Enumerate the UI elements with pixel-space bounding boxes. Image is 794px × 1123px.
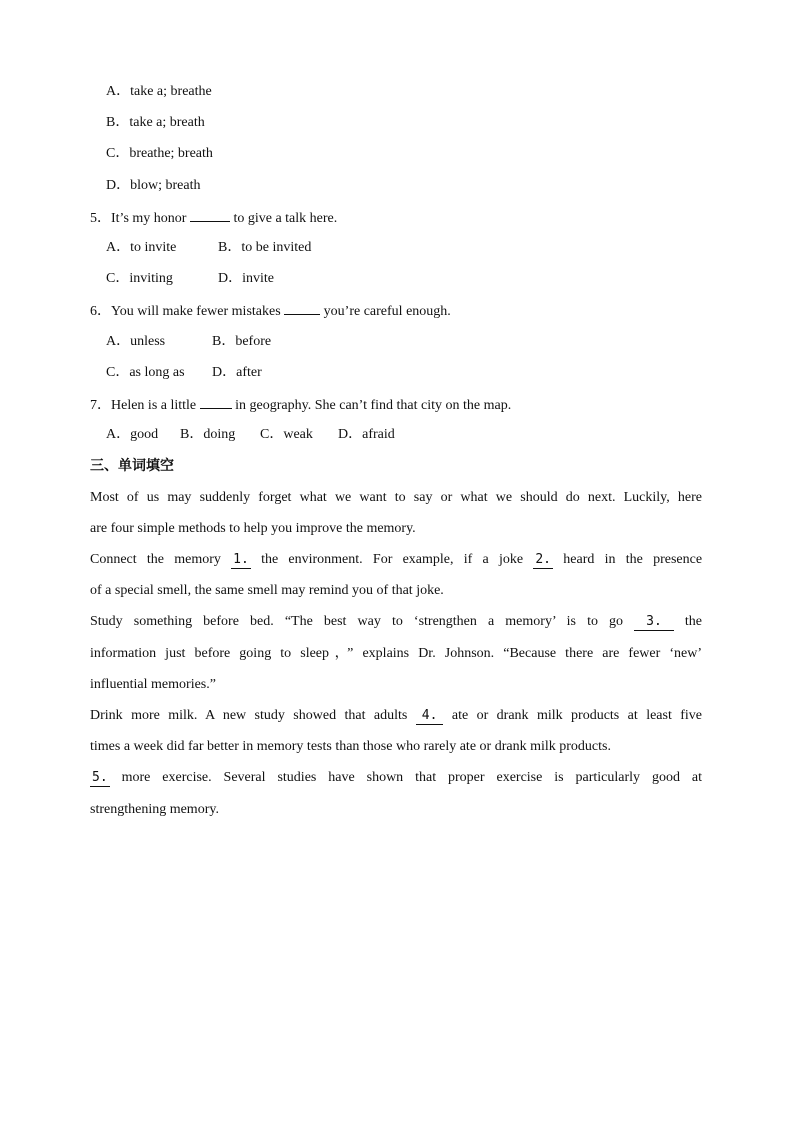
- passage-p4-part-b: ate or drank milk products at least five: [451, 708, 703, 723]
- q6-option-c: C．as long as: [106, 365, 185, 380]
- q6-option-d: D．after: [212, 365, 262, 380]
- q5-option-d: D．invite: [218, 271, 274, 286]
- passage-p5-line2: strengthening memory.: [90, 802, 219, 817]
- q4-option-c: C．breathe; breath: [106, 146, 213, 161]
- passage-p4-part-a: Drink more milk. A new study showed that adults: [90, 708, 408, 723]
- q5-options-row1: [106, 238, 702, 258]
- q7-option-d: D．afraid: [338, 427, 395, 442]
- q6-stem-before: 6．You will make fewer mistakes: [90, 304, 281, 319]
- q7-option-c: C．weak: [260, 427, 313, 442]
- q7-answer-blank: [200, 394, 232, 409]
- passage-p5-line1: [90, 768, 702, 788]
- q7-option-a: A．good: [106, 427, 159, 442]
- q4-option-a: A．take a; breathe: [106, 84, 212, 99]
- q5-options-row2: [106, 269, 702, 289]
- q6-answer-blank: [284, 300, 320, 315]
- q6-options-row2: [106, 363, 702, 383]
- passage-p1-line2: are four simple methods to help you improve the memory.: [90, 521, 416, 536]
- section3-heading: 三、单词填空: [90, 458, 174, 474]
- q5-stem-before: 5．It’s my honor: [90, 211, 187, 226]
- q5-answer-blank: [190, 207, 230, 222]
- passage-p3-line3: influential memories.”: [90, 677, 216, 692]
- q7-options: [106, 425, 702, 445]
- passage-p1-line1: Most of us may suddenly forget what we want to say or what we should do next. Luckily, here: [90, 490, 702, 505]
- q6-stem-after: you’re careful enough.: [323, 304, 451, 319]
- passage-p4-line1: [90, 706, 702, 726]
- passage-p4-line2: times a week did far better in memory tests than those who rarely ate or drank milk products.: [90, 739, 611, 754]
- passage-p2-line1: [90, 550, 702, 570]
- q6-stem: [90, 300, 702, 320]
- q5-option-b: B．to be invited: [218, 240, 312, 255]
- q7-stem-after: in geography. She can’t find that city on the map.: [235, 398, 512, 413]
- q7-option-b: B．doing: [180, 427, 236, 442]
- q7-stem-before: 7．Helen is a little: [90, 398, 197, 413]
- answer-blank-4: 4.: [416, 708, 444, 725]
- answer-blank-1: 1.: [233, 552, 249, 567]
- passage-p2-part-a: Connect the memory: [90, 552, 221, 567]
- q4-option-b: B．take a; breath: [106, 115, 205, 130]
- q5-stem: [90, 207, 702, 227]
- answer-blank-5: 5.: [92, 770, 108, 785]
- passage-p3-part-b: the: [684, 614, 703, 629]
- passage-p2-part-b: the environment. For example, if a joke: [261, 552, 524, 567]
- q4-option-d: D．blow; breath: [106, 178, 201, 193]
- q6-option-a: A．unless: [106, 334, 166, 349]
- q6-option-b: B．before: [212, 334, 272, 349]
- q7-stem: [90, 394, 702, 414]
- passage-p3-line1: [90, 612, 702, 632]
- q6-options-row1: [106, 332, 702, 352]
- passage-p2-part-c: heard in the presence: [563, 552, 703, 567]
- q5-option-a: A．to invite: [106, 240, 177, 255]
- answer-blank-3: 3.: [634, 614, 674, 631]
- q5-option-c: C．inviting: [106, 271, 173, 286]
- q5-stem-after: to give a talk here.: [233, 211, 338, 226]
- passage-p2-line2: of a special smell, the same smell may remind you of that joke.: [90, 583, 444, 598]
- passage-p5-part-a: more exercise. Several studies have shown that proper exercise is particularly good at: [121, 770, 702, 785]
- passage-p3-part-a: Study something before bed. “The best way to ‘strengthen a memory’ is to go: [90, 614, 624, 629]
- answer-blank-2: 2.: [535, 552, 552, 567]
- passage-p3-line2: information just before going to sleep，” explains Dr. Johnson. “Because there are fewer ‘new’: [90, 646, 702, 661]
